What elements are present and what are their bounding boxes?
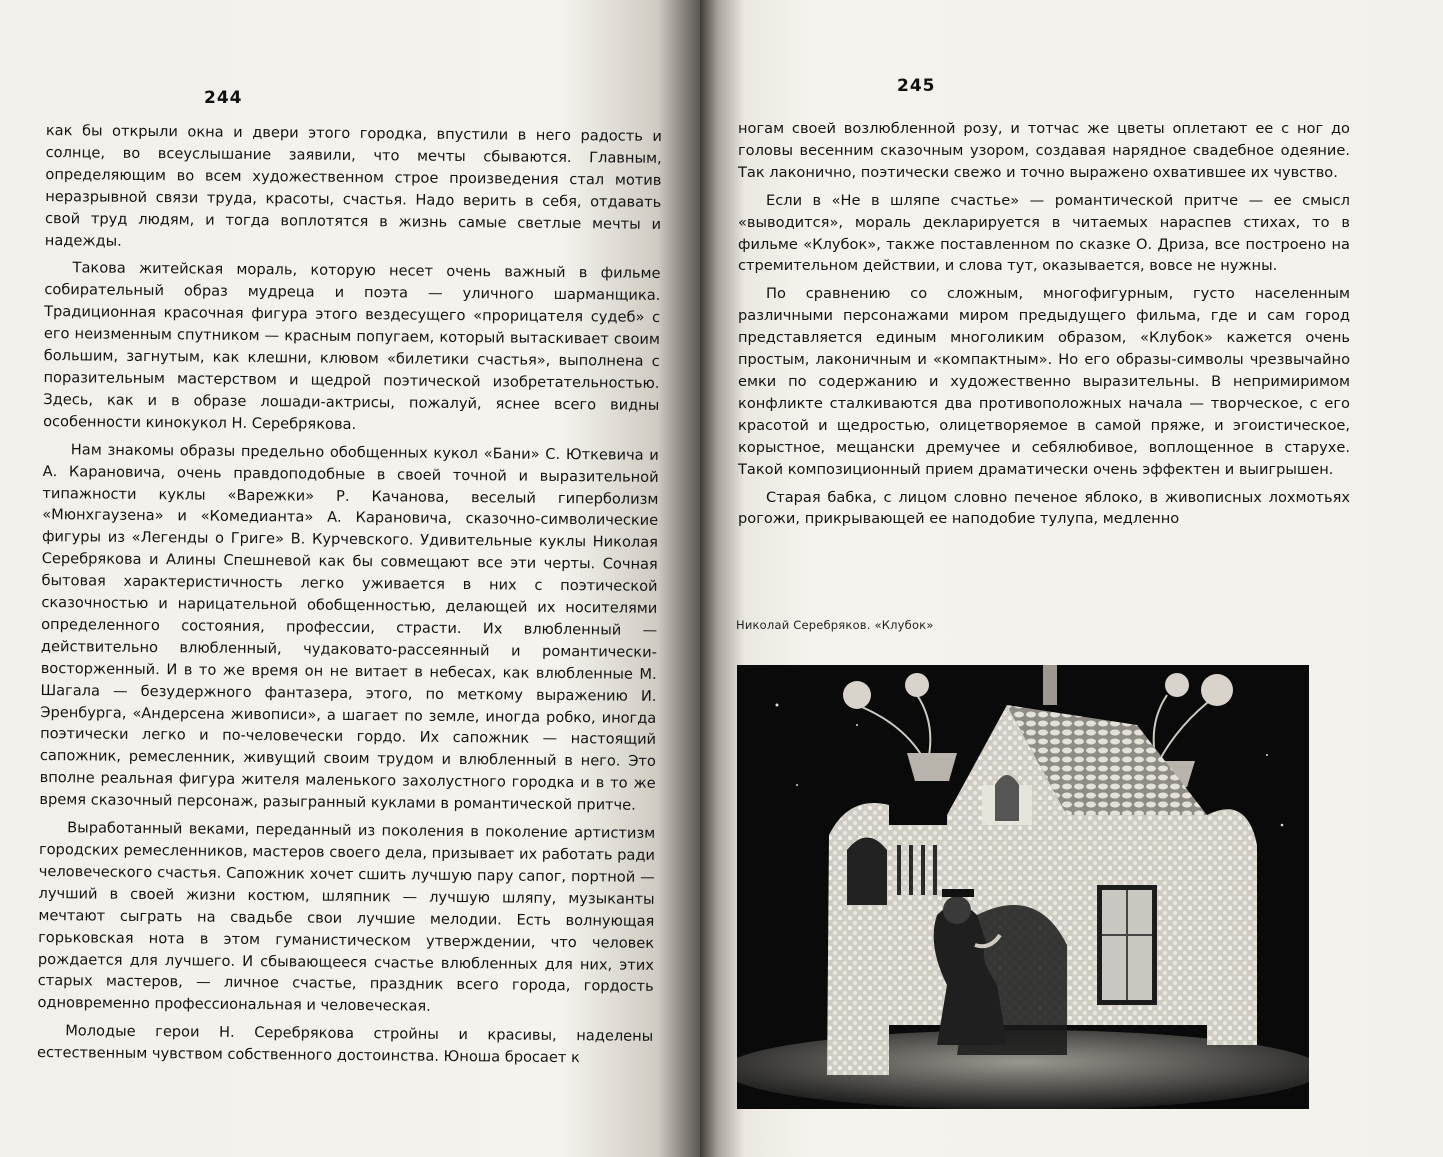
paragraph: Такова житейская мораль, которую несет очень важный в фильме собирательный образ мудреца и поэта — уличного шарманщика. Традиционная красочная фигура этого вездесущего «прорицателя судеб» с его неизменным спутником — красным попугаем, который вытаскивает своим большим, загнутым, как клешни, клювом «билетики счастья», выполнена с поразительным мастерством и щедрой поэтической изобретательностью. Здесь, как и в образе лошади-актрисы, пожалуй, яснее всего видны особенности кинокукол Н. Серебрякова. xyxy=(43,259,661,433)
paragraph: По сравнению со сложным, многофигурным, густо населенным различными персонажами миром предыдущего фильма, где и сам город представляется единым многоликим образом, «Клубок» кажется очень простым, лаконичным и «компактным». Но его образы-символы чрезвычайно емки по содержанию и художественно выразительны. В непримиримом конфликте сталкиваются два противоположных начала — творческое, с его красотой и щедростью, олицетворяемое в самой пряже, и эгоистическое, корыстное, мещански дремучее и себялюбивое, воплощенное в старухе. Такой композиционный прием драматически очень эффектен и выигрышен. xyxy=(738,285,1350,478)
paragraph: как бы открыли окна и двери этого городка, впустили в него радость и солнце, во всеуслышание заявили, что мечты сбываются. Главным, определяющим во всем художественном строе произведения стал мотив неразрывной связи труда, красоты, счастья. Надо верить в себя, отдавать свой труд людям, и тогда воплотятся в жизнь самые светлые мечты и надежды. xyxy=(44,121,662,250)
paragraph: Выработанный веками, переданный из поколения в поколение артистизм городских ремесленников, мастеров своего дела, призывает их работать ради человеческого счастья. Сапожник хочет сшить лучшую пару сапог, портной — лучший в своей жизни костюм, шляпник — лучшую шляпу, музыканты мечтают сыграть на свадьбе свои лучшие мелодии. Есть волнующая горьковская нота в этом гуманистическом утверждении, что человек рождается для лучшего. И сбывающееся счастье влюбленных для них, этих старых мастеров, — личное счастье, праздник всего города, гордость одновременно профессиональная и человеческая. xyxy=(37,819,656,1016)
page-number: 244 xyxy=(204,88,243,108)
page-number: 245 xyxy=(897,76,936,96)
left-page xyxy=(0,0,700,1157)
paragraph: Нам знакомы образы предельно обобщенных кукол «Бани» С. Юткевича и А. Карановича, очень правдоподобные в своей точной и выразительной типажности куклы «Варежки» Р. Качанова, веселый гиперболизм «Мюнхгаузена» и «Комедианта» А. Карановича, сказочно-символические фигуры из «Легенды о Григе» В. Курчевского. Удивительные куклы Николая Серебрякова и Алины Спешневой как бы совмещают все эти черты. Сочная бытовая характеристичность легко уживается в них с поэтической сказочностью и нарицательной обобщенностью, делающей их носителями определенного состояния, профессии, страсти. Их влюбленный — действительно влюбленный, чудаковато-рассеянный и романтически-восторженный. И в то же время он не витает в небесах, как влюбленные М. Шагала — безудержного фантазера, этого, по меткому выражению И. Эренбурга, «Андерсена живописи», а шагает по земле, иногда робко, иногда поэтически легко и по-человечески гордо. Их сапожник — настоящий сапожник, ремесленник, живущий своим трудом и влюбленный в него. Это вполне реальная фигура жителя маленького захолустного городка и в то же время сказочный персонаж, разыгранный куклами в романтической притче. xyxy=(39,440,659,814)
body-text xyxy=(37,120,662,1076)
body-text xyxy=(738,118,1350,536)
paragraph: Молодые герои Н. Серебрякова стройны и красивы, наделены естественным чувством собственного достоинства. Юноша бросает к xyxy=(36,1022,654,1067)
paragraph: ногам своей возлюбленной розу, и тотчас же цветы оплетают ее с ног до головы весенним сказочным узором, создавая нарядное свадебное одеяние. Так лаконично, поэтически свежо и точно выражено охватившее их чувство. xyxy=(738,120,1350,181)
figure-caption: Николай Серебряков. «Клубок» xyxy=(736,618,934,632)
paragraph: Старая бабка, с лицом словно печеное яблоко, в живописных лохмотьях рогожи, прикрывающей ее наподобие тулупа, медленно xyxy=(738,488,1350,528)
film-still-photo xyxy=(737,665,1309,1109)
paragraph: Если в «Не в шляпе счастье» — романтической притче — ее смысл «выводится», мораль декларируется в читаемых нараспев стихах, то в фильме «Клубок», также поставленном по сказке О. Дриза, все построено на стремительном действии, и слова тут, оказывается, вовсе не нужны. xyxy=(738,191,1350,275)
right-page xyxy=(700,0,1443,1157)
